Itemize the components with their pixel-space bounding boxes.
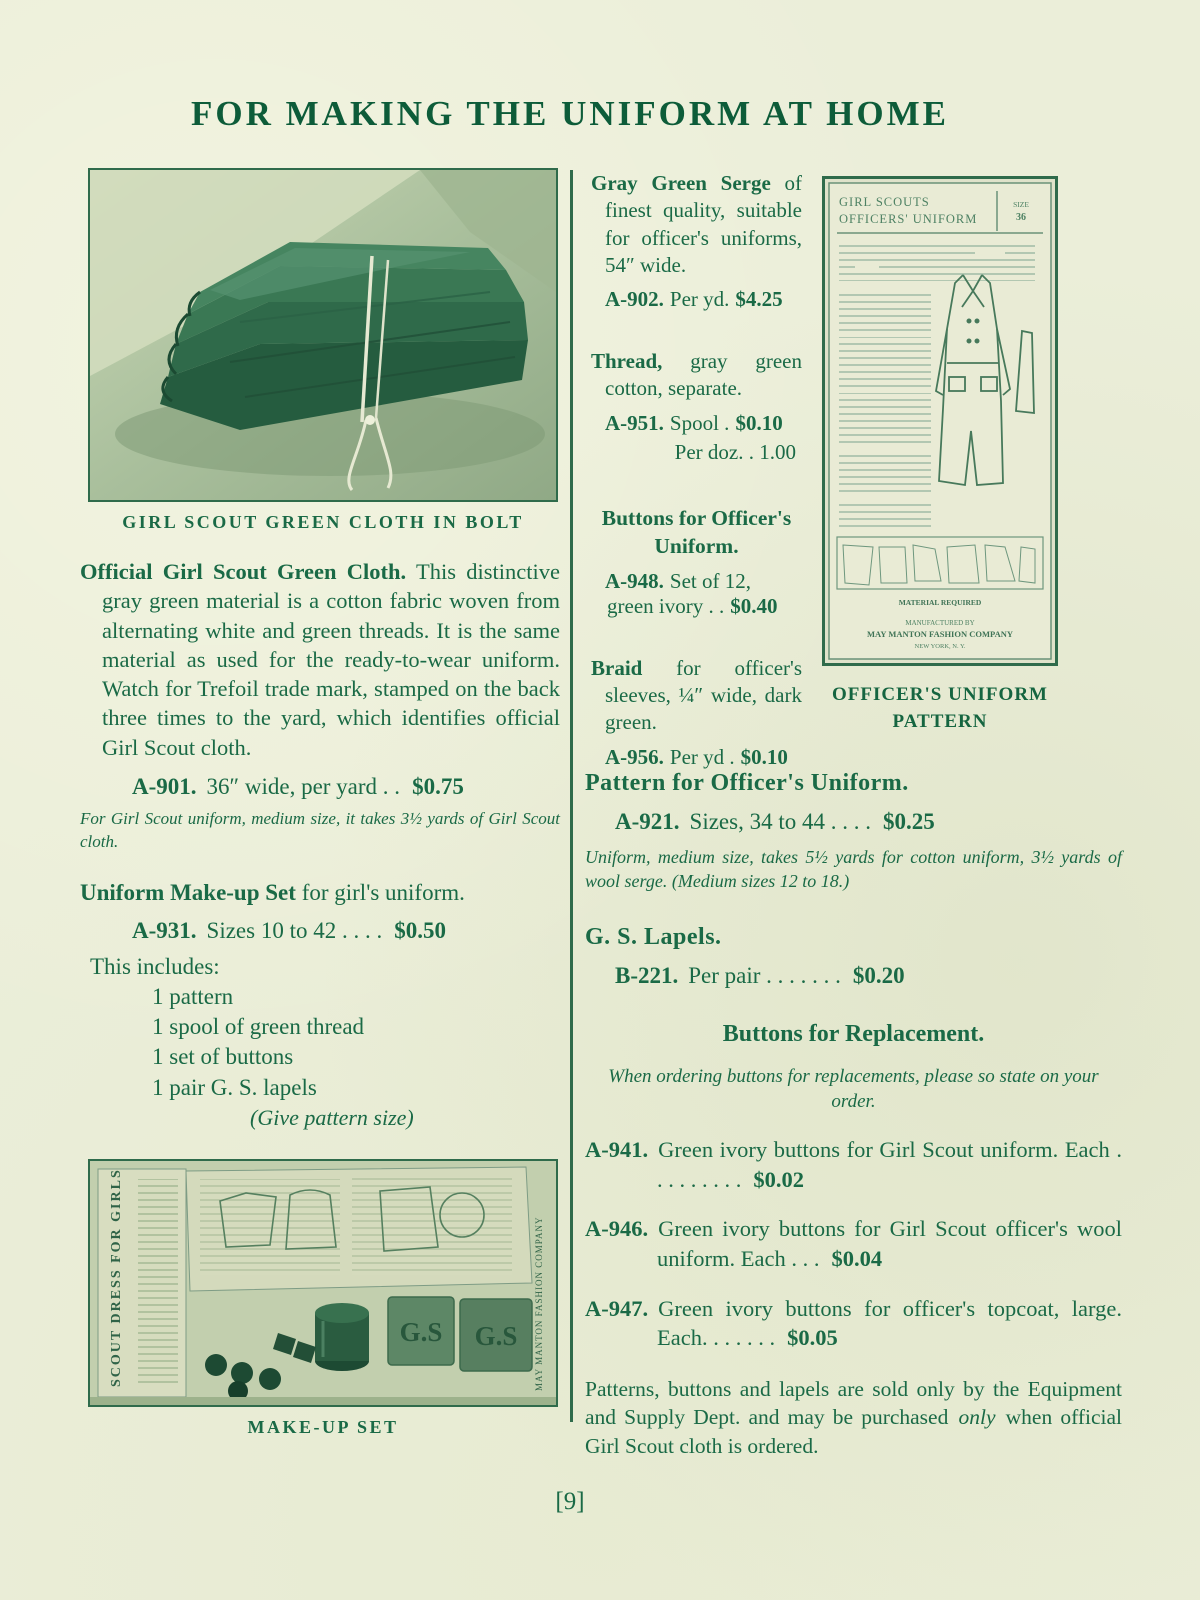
lapels-heading: G. S. Lapels. [585,923,722,950]
includes-item: 1 pair G. S. lapels [152,1074,317,1100]
item-code-a921: A-921. [615,809,680,834]
pattern-caption-line2: PATTERN [892,710,988,732]
price-line-a921 [585,809,1122,835]
item-price-a941: $0.02 [753,1166,804,1192]
envelope-brand-line1: GIRL SCOUTS [839,195,930,209]
price-line-a948 [591,569,802,619]
includes-item: 1 spool of green thread [152,1013,365,1039]
item-desc-a951: Spool . [669,410,730,435]
braid-paragraph [591,655,802,737]
makeup-set-heading [80,880,560,906]
includes-item: 1 pattern [152,983,234,1009]
closing-post: when official Girl Scout cloth is ordered. [585,1405,1123,1458]
entry-a946 [585,1214,1122,1273]
thread-lead: Thread, [591,349,663,374]
fabric-swatch-label: G.S [474,1321,518,1352]
thread-dozen-price: Per doz. . 1.00 [674,439,796,464]
includes-item: 1 set of buttons [152,1044,294,1070]
middle-column [591,170,802,770]
item-code-a956: A-956. [605,744,664,769]
serge-paragraph [591,170,802,279]
price-line-a951 [591,411,802,436]
includes-list [80,982,560,1103]
item-price-a901: $0.75 [412,773,464,799]
entry-a947 [585,1294,1122,1353]
page-number: [9] [555,1488,585,1515]
item-price-a902: $4.25 [735,287,783,312]
price-line-b221 [585,963,1122,989]
entry-a941 [585,1135,1122,1194]
cloth-yardage-note: For Girl Scout uniform, medium size, it takes 3½ yards of Girl Scout cloth. [80,808,560,851]
replacement-order-note: When ordering buttons for replacements, please so state on your order. [608,1065,1099,1113]
item-price-a946: $0.04 [831,1245,883,1271]
item-code-b221: B-221. [615,962,679,988]
envelope-size-word: SIZE [1013,200,1029,209]
makeup-set-lead: Uniform Make-up Set [80,879,296,905]
item-desc-b221: Per pair . . . . . . . [688,962,841,988]
envelope-brand-line2: OFFICERS' UNIFORM [839,212,978,226]
item-price-a931: $0.50 [394,917,446,943]
item-desc-a956: Per yd . [669,744,735,769]
give-pattern-size-note: (Give pattern size) [250,1105,414,1131]
cloth-bolt-photo [88,168,558,502]
fabric-swatch-label: G.S [399,1317,443,1348]
gs-fabric-swatches [388,1297,532,1371]
column-divider-rule [570,170,573,1422]
item-code-a931: A-931. [132,917,197,943]
pattern-caption-line1: OFFICER'S UNIFORM [832,684,1048,705]
price-line-a901 [80,774,560,800]
price-line-a931 [80,918,560,944]
serge-lead: Gray Green Serge [591,171,771,195]
cloth-photo-caption: GIRL SCOUT GREEN CLOTH IN BOLT [122,512,524,532]
officer-pattern-photo [822,176,1058,666]
item-desc-a948: Set of 12, green ivory . . [607,568,751,618]
item-price-b221: $0.20 [852,962,905,988]
envelope-mfr-line2: MAY MANTON FASHION COMPANY [867,629,1013,639]
pattern-yardage-note: Uniform, medium size, takes 5½ yards for cotton uniform, 3½ yards of wool serge. (Medium sizes 12 to 18.) [585,847,1122,892]
item-price-a951: $0.10 [735,410,783,435]
item-desc-a931: Sizes 10 to 42 . . . . [206,917,383,943]
serge-rest: of finest quality, suitable for officer's uniforms, 54″ wide. [605,171,802,277]
envelope-size-number: 36 [1016,212,1026,223]
makeup-set-illustration [90,1161,556,1405]
item-code-a951: A-951. [605,410,664,435]
closing-italic-word: only [958,1405,996,1430]
price-line-a902 [591,287,802,312]
item-code-a946: A-946. [585,1216,649,1242]
official-cloth-lead: Official Girl Scout Green Cloth. [80,559,407,584]
item-code-a902: A-902. [605,287,664,312]
closing-pre: Patterns, buttons and lapels are sold only by the Equipment and Supply Dept. and may be purchased [585,1377,1122,1430]
item-desc-a947: Green ivory buttons for officer's topcoat, large. Each. . . . . . . [657,1295,1122,1351]
pattern-figure-caption [802,682,1078,735]
pattern-envelope-figure [822,176,1058,666]
right-section [585,770,1122,1460]
braid-lead: Braid [591,655,643,680]
item-price-a947: $0.05 [787,1325,838,1351]
closing-note [585,1375,1122,1460]
item-code-a941: A-941. [585,1136,649,1162]
official-cloth-paragraph [80,557,560,762]
item-price-a921: $0.25 [882,809,935,834]
item-price-a956: $0.10 [740,744,788,769]
item-code-a901: A-901. [132,773,197,799]
officer-buttons-heading: Buttons for Officer's Uniform. [601,505,792,558]
thread-paragraph [591,348,802,403]
envelope-mfr-line3: NEW YORK, N. Y. [914,643,966,650]
makeup-right-vertical-text: MAY MANTON FASHION COMPANY [534,1216,544,1392]
cloth-bolt-illustration [90,170,556,500]
includes-label: This includes: [90,953,220,979]
makeup-set-photo [88,1159,558,1407]
item-price-a948: $0.40 [730,593,778,618]
item-desc-a921: Sizes, 34 to 44 . . . . [689,809,871,834]
envelope-mfr-line1: MANUFACTURED BY [905,619,975,627]
page-title: FOR MAKING THE UNIFORM AT HOME [191,94,949,133]
makeup-photo-caption: MAKE-UP SET [247,1417,399,1438]
braid-rest: for officer's sleeves, ¼″ wide, dark green. [605,655,802,735]
pattern-envelope-illustration [825,179,1055,663]
price-line-a956 [591,745,802,770]
replacement-buttons-heading: Buttons for Replacement. [722,1020,985,1047]
item-code-a948: A-948. [605,568,664,593]
makeup-left-vertical-text: SCOUT DRESS FOR GIRLS [109,1168,124,1388]
item-desc-a902: Per yd. [669,287,730,312]
envelope-material-label: MATERIAL REQUIRED [898,598,982,607]
item-code-a947: A-947. [585,1295,649,1321]
makeup-set-rest: for girl's uniform. [301,879,465,905]
item-desc-a901: 36″ wide, per yard . . [206,773,401,799]
left-column [80,168,560,1438]
item-desc-a941: Green ivory buttons for Girl Scout uniform. Each . . . . . . . . . [657,1136,1122,1192]
officer-pattern-heading: Pattern for Officer's Uniform. [585,770,909,796]
official-cloth-body: This distinctive gray green material is a cotton fabric woven from alternating white and green threads. It is the same material as used for the ready-to-wear uniform. Watch for Trefoil trade mark, stamped on the back three times to the yard, which identifies official Girl Scout cloth. [102,559,560,760]
item-desc-a946: Green ivory buttons for Girl Scout officer's wool uniform. Each . . . [657,1216,1122,1271]
thread-rest: gray green cotton, separate. [605,349,802,401]
